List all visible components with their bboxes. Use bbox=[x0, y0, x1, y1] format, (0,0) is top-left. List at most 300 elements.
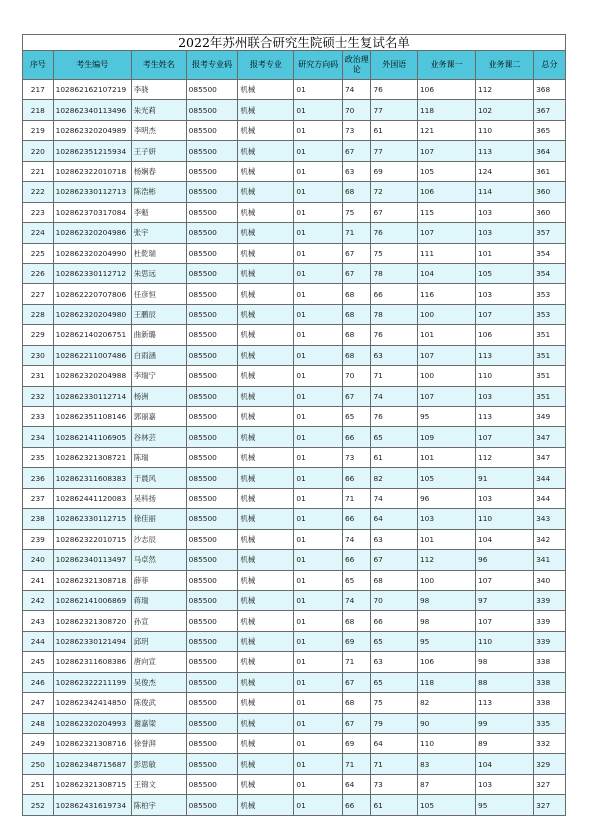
cell-total: 332 bbox=[534, 734, 566, 754]
cell-subject-1: 111 bbox=[417, 243, 475, 263]
header-major: 报考专业 bbox=[238, 51, 294, 80]
cell-major: 机械 bbox=[238, 611, 294, 631]
table-row bbox=[23, 652, 566, 672]
cell-major-code: 085500 bbox=[186, 80, 238, 100]
cell-name: 吴科扬 bbox=[131, 488, 186, 508]
cell-name: 杜乾瑞 bbox=[131, 243, 186, 263]
cell-exam-id: 102862320204986 bbox=[53, 223, 131, 243]
cell-name: 沙志辰 bbox=[131, 529, 186, 549]
cell-major: 机械 bbox=[238, 263, 294, 283]
cell-subject-2: 124 bbox=[476, 161, 534, 181]
cell-seq: 252 bbox=[23, 795, 54, 815]
cell-subject-1: 107 bbox=[417, 223, 475, 243]
cell-politics: 65 bbox=[342, 570, 371, 590]
cell-foreign-language: 74 bbox=[371, 488, 417, 508]
header-row bbox=[23, 51, 566, 80]
cell-name: 邱玥 bbox=[131, 631, 186, 651]
cell-name: 谷林芸 bbox=[131, 427, 186, 447]
cell-seq: 241 bbox=[23, 570, 54, 590]
cell-politics: 66 bbox=[342, 468, 371, 488]
cell-exam-id: 102862351108146 bbox=[53, 407, 131, 427]
cell-name: 薛菲 bbox=[131, 570, 186, 590]
cell-total: 353 bbox=[534, 284, 566, 304]
cell-major: 机械 bbox=[238, 774, 294, 794]
cell-exam-id: 102862321308716 bbox=[53, 734, 131, 754]
cell-major: 机械 bbox=[238, 447, 294, 467]
cell-seq: 238 bbox=[23, 509, 54, 529]
cell-total: 360 bbox=[534, 202, 566, 222]
cell-seq: 221 bbox=[23, 161, 54, 181]
table-row bbox=[23, 672, 566, 692]
cell-direction-code: 01 bbox=[294, 223, 343, 243]
cell-direction-code: 01 bbox=[294, 631, 343, 651]
cell-politics: 65 bbox=[342, 407, 371, 427]
cell-name: 杨洲 bbox=[131, 386, 186, 406]
cell-seq: 246 bbox=[23, 672, 54, 692]
cell-major-code: 085500 bbox=[186, 652, 238, 672]
cell-seq: 220 bbox=[23, 141, 54, 161]
table-row bbox=[23, 488, 566, 508]
cell-name: 于晨风 bbox=[131, 468, 186, 488]
cell-major-code: 085500 bbox=[186, 754, 238, 774]
cell-name: 陈俊武 bbox=[131, 693, 186, 713]
cell-subject-1: 87 bbox=[417, 774, 475, 794]
cell-foreign-language: 64 bbox=[371, 509, 417, 529]
cell-politics: 69 bbox=[342, 631, 371, 651]
cell-direction-code: 01 bbox=[294, 550, 343, 570]
cell-direction-code: 01 bbox=[294, 263, 343, 283]
cell-subject-1: 98 bbox=[417, 611, 475, 631]
cell-subject-2: 106 bbox=[476, 325, 534, 345]
table-row bbox=[23, 263, 566, 283]
table-row bbox=[23, 243, 566, 263]
cell-politics: 68 bbox=[342, 693, 371, 713]
table-row bbox=[23, 693, 566, 713]
cell-subject-2: 110 bbox=[476, 366, 534, 386]
cell-exam-id: 102862322211199 bbox=[53, 672, 131, 692]
cell-major-code: 085500 bbox=[186, 223, 238, 243]
table-row bbox=[23, 141, 566, 161]
cell-seq: 230 bbox=[23, 345, 54, 365]
cell-subject-1: 105 bbox=[417, 161, 475, 181]
cell-politics: 66 bbox=[342, 795, 371, 815]
cell-name: 彭思敏 bbox=[131, 754, 186, 774]
cell-major-code: 085500 bbox=[186, 182, 238, 202]
table-row bbox=[23, 570, 566, 590]
cell-seq: 251 bbox=[23, 774, 54, 794]
cell-seq: 231 bbox=[23, 366, 54, 386]
cell-direction-code: 01 bbox=[294, 427, 343, 447]
cell-politics: 73 bbox=[342, 120, 371, 140]
cell-major: 机械 bbox=[238, 366, 294, 386]
cell-exam-id: 102862320204988 bbox=[53, 366, 131, 386]
cell-total: 335 bbox=[534, 713, 566, 733]
cell-major: 机械 bbox=[238, 243, 294, 263]
cell-seq: 248 bbox=[23, 713, 54, 733]
cell-major: 机械 bbox=[238, 713, 294, 733]
cell-direction-code: 01 bbox=[294, 672, 343, 692]
cell-direction-code: 01 bbox=[294, 141, 343, 161]
cell-major: 机械 bbox=[238, 693, 294, 713]
cell-major: 机械 bbox=[238, 427, 294, 447]
cell-seq: 233 bbox=[23, 407, 54, 427]
cell-subject-1: 107 bbox=[417, 386, 475, 406]
table-row bbox=[23, 202, 566, 222]
cell-total: 353 bbox=[534, 304, 566, 324]
header-subject-1: 业务课一 bbox=[417, 51, 475, 80]
cell-major: 机械 bbox=[238, 529, 294, 549]
cell-seq: 227 bbox=[23, 284, 54, 304]
cell-exam-id: 102862311608386 bbox=[53, 652, 131, 672]
cell-exam-id: 102862320204989 bbox=[53, 120, 131, 140]
cell-seq: 249 bbox=[23, 734, 54, 754]
cell-direction-code: 01 bbox=[294, 80, 343, 100]
cell-foreign-language: 70 bbox=[371, 590, 417, 610]
cell-total: 338 bbox=[534, 693, 566, 713]
cell-total: 341 bbox=[534, 550, 566, 570]
cell-name: 朱思远 bbox=[131, 263, 186, 283]
table-row bbox=[23, 284, 566, 304]
cell-total: 344 bbox=[534, 468, 566, 488]
cell-exam-id: 102862321308715 bbox=[53, 774, 131, 794]
cell-major: 机械 bbox=[238, 795, 294, 815]
cell-foreign-language: 78 bbox=[371, 304, 417, 324]
cell-exam-id: 102862370317084 bbox=[53, 202, 131, 222]
cell-major: 机械 bbox=[238, 345, 294, 365]
cell-subject-2: 97 bbox=[476, 590, 534, 610]
cell-seq: 245 bbox=[23, 652, 54, 672]
cell-subject-2: 113 bbox=[476, 407, 534, 427]
cell-seq: 239 bbox=[23, 529, 54, 549]
cell-total: 339 bbox=[534, 611, 566, 631]
cell-name: 张宇 bbox=[131, 223, 186, 243]
admission-table bbox=[22, 34, 566, 816]
cell-total: 360 bbox=[534, 182, 566, 202]
cell-subject-2: 95 bbox=[476, 795, 534, 815]
cell-total: 347 bbox=[534, 427, 566, 447]
cell-major-code: 085500 bbox=[186, 141, 238, 161]
cell-subject-2: 103 bbox=[476, 488, 534, 508]
cell-exam-id: 102862320204990 bbox=[53, 243, 131, 263]
cell-seq: 222 bbox=[23, 182, 54, 202]
cell-major-code: 085500 bbox=[186, 120, 238, 140]
cell-subject-2: 101 bbox=[476, 243, 534, 263]
cell-subject-1: 105 bbox=[417, 468, 475, 488]
cell-politics: 67 bbox=[342, 263, 371, 283]
cell-major: 机械 bbox=[238, 509, 294, 529]
cell-foreign-language: 77 bbox=[371, 141, 417, 161]
table-row bbox=[23, 550, 566, 570]
cell-name: 李瑞宁 bbox=[131, 366, 186, 386]
cell-total: 338 bbox=[534, 652, 566, 672]
cell-subject-1: 121 bbox=[417, 120, 475, 140]
cell-total: 351 bbox=[534, 345, 566, 365]
cell-direction-code: 01 bbox=[294, 795, 343, 815]
cell-exam-id: 102862330112714 bbox=[53, 386, 131, 406]
cell-total: 357 bbox=[534, 223, 566, 243]
cell-exam-id: 102862320204980 bbox=[53, 304, 131, 324]
cell-foreign-language: 82 bbox=[371, 468, 417, 488]
table-row bbox=[23, 182, 566, 202]
cell-subject-2: 98 bbox=[476, 652, 534, 672]
cell-major-code: 085500 bbox=[186, 611, 238, 631]
cell-total: 354 bbox=[534, 243, 566, 263]
cell-name: 唐向宣 bbox=[131, 652, 186, 672]
cell-total: 351 bbox=[534, 386, 566, 406]
cell-direction-code: 01 bbox=[294, 202, 343, 222]
cell-direction-code: 01 bbox=[294, 100, 343, 120]
cell-major: 机械 bbox=[238, 202, 294, 222]
table-row bbox=[23, 120, 566, 140]
cell-direction-code: 01 bbox=[294, 693, 343, 713]
header-total: 总分 bbox=[534, 51, 566, 80]
cell-direction-code: 01 bbox=[294, 774, 343, 794]
cell-major-code: 085500 bbox=[186, 468, 238, 488]
cell-major: 机械 bbox=[238, 80, 294, 100]
cell-subject-1: 116 bbox=[417, 284, 475, 304]
cell-subject-2: 91 bbox=[476, 468, 534, 488]
cell-name: 王鹏辰 bbox=[131, 304, 186, 324]
cell-foreign-language: 74 bbox=[371, 386, 417, 406]
cell-subject-2: 103 bbox=[476, 386, 534, 406]
cell-exam-id: 102862340113496 bbox=[53, 100, 131, 120]
cell-subject-1: 104 bbox=[417, 263, 475, 283]
cell-politics: 68 bbox=[342, 325, 371, 345]
cell-direction-code: 01 bbox=[294, 509, 343, 529]
cell-major-code: 085500 bbox=[186, 325, 238, 345]
cell-direction-code: 01 bbox=[294, 611, 343, 631]
cell-major: 机械 bbox=[238, 407, 294, 427]
cell-subject-2: 103 bbox=[476, 284, 534, 304]
cell-subject-1: 82 bbox=[417, 693, 475, 713]
cell-politics: 75 bbox=[342, 202, 371, 222]
header-subject-2: 业务课二 bbox=[476, 51, 534, 80]
table-row bbox=[23, 100, 566, 120]
cell-foreign-language: 75 bbox=[371, 243, 417, 263]
cell-seq: 218 bbox=[23, 100, 54, 120]
cell-major-code: 085500 bbox=[186, 345, 238, 365]
cell-major: 机械 bbox=[238, 141, 294, 161]
table-body bbox=[23, 80, 566, 816]
cell-major: 机械 bbox=[238, 325, 294, 345]
cell-subject-1: 83 bbox=[417, 754, 475, 774]
cell-major-code: 085500 bbox=[186, 366, 238, 386]
table-row bbox=[23, 529, 566, 549]
cell-seq: 217 bbox=[23, 80, 54, 100]
cell-foreign-language: 66 bbox=[371, 284, 417, 304]
cell-exam-id: 102862330112712 bbox=[53, 263, 131, 283]
cell-exam-id: 102862441120083 bbox=[53, 488, 131, 508]
cell-major: 机械 bbox=[238, 468, 294, 488]
cell-politics: 74 bbox=[342, 80, 371, 100]
cell-subject-1: 118 bbox=[417, 100, 475, 120]
cell-subject-1: 112 bbox=[417, 550, 475, 570]
cell-foreign-language: 67 bbox=[371, 550, 417, 570]
cell-subject-2: 113 bbox=[476, 141, 534, 161]
cell-subject-1: 109 bbox=[417, 427, 475, 447]
cell-total: 368 bbox=[534, 80, 566, 100]
cell-subject-2: 107 bbox=[476, 427, 534, 447]
cell-foreign-language: 71 bbox=[371, 366, 417, 386]
cell-foreign-language: 76 bbox=[371, 80, 417, 100]
cell-politics: 70 bbox=[342, 100, 371, 120]
cell-seq: 235 bbox=[23, 447, 54, 467]
cell-politics: 68 bbox=[342, 304, 371, 324]
cell-politics: 66 bbox=[342, 550, 371, 570]
table-row bbox=[23, 325, 566, 345]
header-major-code: 报考专业码 bbox=[186, 51, 238, 80]
table-row bbox=[23, 468, 566, 488]
cell-seq: 242 bbox=[23, 590, 54, 610]
cell-subject-1: 90 bbox=[417, 713, 475, 733]
cell-foreign-language: 76 bbox=[371, 325, 417, 345]
cell-name: 陈瑞 bbox=[131, 447, 186, 467]
cell-exam-id: 102862348715687 bbox=[53, 754, 131, 774]
cell-subject-1: 100 bbox=[417, 570, 475, 590]
cell-subject-2: 103 bbox=[476, 774, 534, 794]
cell-subject-2: 105 bbox=[476, 263, 534, 283]
cell-name: 谢嘉梁 bbox=[131, 713, 186, 733]
cell-major: 机械 bbox=[238, 631, 294, 651]
cell-seq: 224 bbox=[23, 223, 54, 243]
cell-direction-code: 01 bbox=[294, 570, 343, 590]
cell-direction-code: 01 bbox=[294, 366, 343, 386]
cell-direction-code: 01 bbox=[294, 243, 343, 263]
header-politics: 政治理论 bbox=[342, 51, 371, 80]
cell-direction-code: 01 bbox=[294, 468, 343, 488]
cell-subject-1: 100 bbox=[417, 304, 475, 324]
cell-name: 王锦文 bbox=[131, 774, 186, 794]
cell-politics: 71 bbox=[342, 488, 371, 508]
cell-name: 朱光莉 bbox=[131, 100, 186, 120]
cell-politics: 68 bbox=[342, 284, 371, 304]
cell-subject-1: 110 bbox=[417, 734, 475, 754]
cell-foreign-language: 68 bbox=[371, 570, 417, 590]
cell-name: 徐佳丽 bbox=[131, 509, 186, 529]
cell-major: 机械 bbox=[238, 754, 294, 774]
cell-subject-2: 113 bbox=[476, 693, 534, 713]
cell-politics: 66 bbox=[342, 509, 371, 529]
cell-seq: 228 bbox=[23, 304, 54, 324]
cell-major: 机械 bbox=[238, 120, 294, 140]
cell-total: 365 bbox=[534, 120, 566, 140]
cell-total: 343 bbox=[534, 509, 566, 529]
cell-seq: 232 bbox=[23, 386, 54, 406]
cell-subject-2: 110 bbox=[476, 509, 534, 529]
cell-exam-id: 102862330112713 bbox=[53, 182, 131, 202]
cell-direction-code: 01 bbox=[294, 345, 343, 365]
cell-exam-id: 102862330121494 bbox=[53, 631, 131, 651]
cell-subject-1: 118 bbox=[417, 672, 475, 692]
cell-total: 349 bbox=[534, 407, 566, 427]
cell-politics: 67 bbox=[342, 713, 371, 733]
table-row bbox=[23, 509, 566, 529]
cell-exam-id: 102862321308718 bbox=[53, 570, 131, 590]
cell-seq: 237 bbox=[23, 488, 54, 508]
cell-seq: 226 bbox=[23, 263, 54, 283]
cell-major-code: 085500 bbox=[186, 202, 238, 222]
cell-subject-2: 107 bbox=[476, 570, 534, 590]
cell-exam-id: 102862322010718 bbox=[53, 161, 131, 181]
table-row bbox=[23, 713, 566, 733]
cell-direction-code: 01 bbox=[294, 284, 343, 304]
header-foreign-language: 外国语 bbox=[371, 51, 417, 80]
cell-foreign-language: 79 bbox=[371, 713, 417, 733]
cell-name: 王子妍 bbox=[131, 141, 186, 161]
header-direction-code: 研究方向码 bbox=[294, 51, 343, 80]
cell-name: 徐誉湃 bbox=[131, 734, 186, 754]
cell-politics: 71 bbox=[342, 652, 371, 672]
table-row bbox=[23, 631, 566, 651]
cell-exam-id: 102862340113497 bbox=[53, 550, 131, 570]
cell-major: 机械 bbox=[238, 652, 294, 672]
cell-direction-code: 01 bbox=[294, 754, 343, 774]
cell-major-code: 085500 bbox=[186, 590, 238, 610]
cell-direction-code: 01 bbox=[294, 447, 343, 467]
cell-politics: 67 bbox=[342, 141, 371, 161]
cell-exam-id: 102862321308720 bbox=[53, 611, 131, 631]
cell-major-code: 085500 bbox=[186, 407, 238, 427]
cell-total: 339 bbox=[534, 590, 566, 610]
table-row bbox=[23, 611, 566, 631]
cell-subject-1: 101 bbox=[417, 447, 475, 467]
cell-subject-1: 106 bbox=[417, 80, 475, 100]
cell-foreign-language: 71 bbox=[371, 754, 417, 774]
cell-direction-code: 01 bbox=[294, 304, 343, 324]
cell-subject-2: 104 bbox=[476, 754, 534, 774]
cell-total: 344 bbox=[534, 488, 566, 508]
cell-subject-2: 114 bbox=[476, 182, 534, 202]
cell-subject-2: 103 bbox=[476, 202, 534, 222]
cell-subject-1: 100 bbox=[417, 366, 475, 386]
table-row bbox=[23, 161, 566, 181]
table-row bbox=[23, 734, 566, 754]
cell-seq: 234 bbox=[23, 427, 54, 447]
cell-exam-id: 102862322010715 bbox=[53, 529, 131, 549]
cell-total: 364 bbox=[534, 141, 566, 161]
cell-total: 361 bbox=[534, 161, 566, 181]
cell-subject-1: 107 bbox=[417, 141, 475, 161]
cell-name: 白雨涵 bbox=[131, 345, 186, 365]
cell-exam-id: 102862140206751 bbox=[53, 325, 131, 345]
cell-foreign-language: 76 bbox=[371, 407, 417, 427]
cell-subject-1: 106 bbox=[417, 652, 475, 672]
cell-subject-1: 96 bbox=[417, 488, 475, 508]
cell-major: 机械 bbox=[238, 386, 294, 406]
cell-foreign-language: 63 bbox=[371, 652, 417, 672]
cell-subject-2: 103 bbox=[476, 223, 534, 243]
cell-foreign-language: 65 bbox=[371, 427, 417, 447]
cell-name: 任彦恒 bbox=[131, 284, 186, 304]
cell-subject-1: 101 bbox=[417, 529, 475, 549]
cell-politics: 71 bbox=[342, 223, 371, 243]
cell-seq: 247 bbox=[23, 693, 54, 713]
cell-seq: 236 bbox=[23, 468, 54, 488]
cell-politics: 68 bbox=[342, 182, 371, 202]
cell-total: 327 bbox=[534, 774, 566, 794]
cell-politics: 66 bbox=[342, 427, 371, 447]
cell-total: 351 bbox=[534, 366, 566, 386]
cell-seq: 229 bbox=[23, 325, 54, 345]
cell-foreign-language: 76 bbox=[371, 223, 417, 243]
table-row bbox=[23, 774, 566, 794]
cell-subject-2: 113 bbox=[476, 345, 534, 365]
cell-foreign-language: 65 bbox=[371, 631, 417, 651]
header-name: 考生姓名 bbox=[131, 51, 186, 80]
cell-exam-id: 102862162107219 bbox=[53, 80, 131, 100]
cell-subject-2: 107 bbox=[476, 304, 534, 324]
cell-foreign-language: 72 bbox=[371, 182, 417, 202]
